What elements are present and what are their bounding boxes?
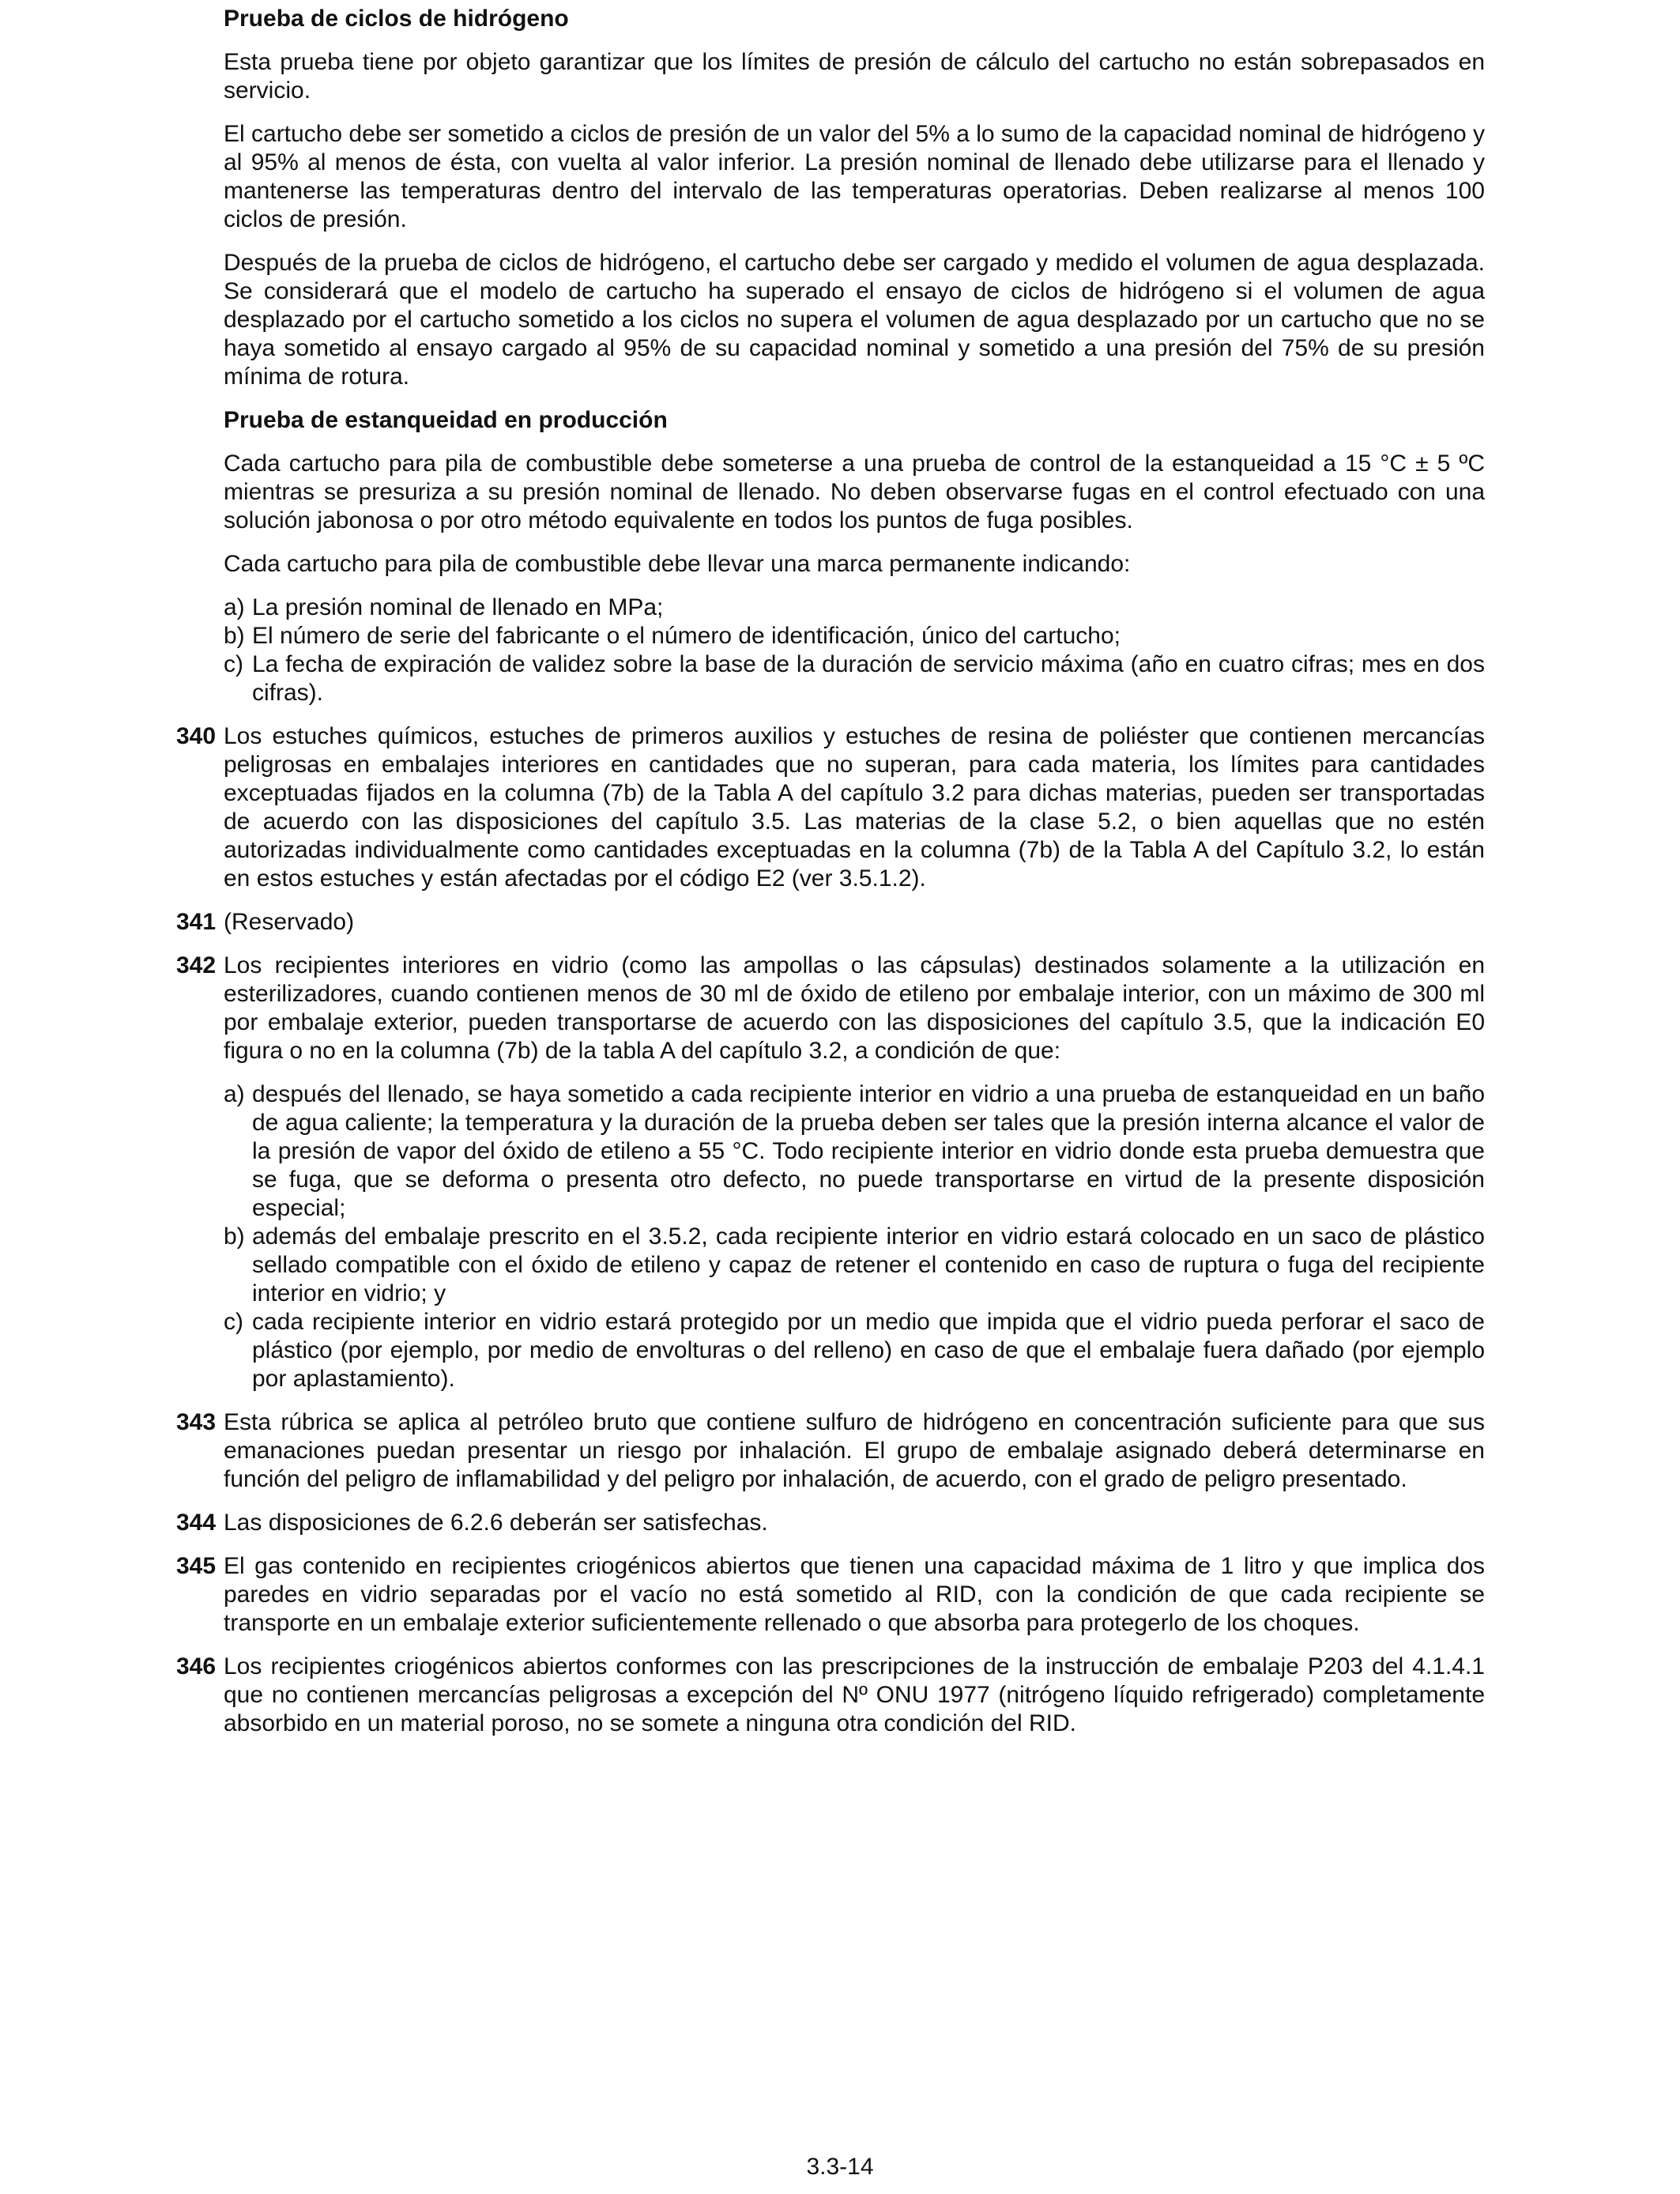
heading-hydrogen-cycling-test: Prueba de ciclos de hidrógeno xyxy=(224,6,569,32)
list-text: además del embalaje prescrito en el 3.5.2, cada recipiente interior en vidrio estará colocado en un saco de plástico sellado compatible con el óxido de etileno y capaz de retener el contenido en caso de ruptura o fuga del recipiente interior en vidrio; y xyxy=(252,1223,1485,1306)
list-item-a xyxy=(224,1080,1485,1223)
provision-body xyxy=(224,1408,1485,1494)
provision-344 xyxy=(176,1509,1485,1537)
provision-343 xyxy=(176,1408,1485,1494)
provision-number: 342 xyxy=(176,952,217,978)
provision-345 xyxy=(176,1552,1485,1638)
provision-342 xyxy=(176,952,1485,1393)
list-item-c xyxy=(224,650,1485,707)
body-paragraph: Esta prueba tiene por objeto garantizar que los límites de presión de cálculo del cartucho no están sobrepasados en servicio. xyxy=(224,49,1485,104)
body-paragraph: Cada cartucho para pila de combustible debe llevar una marca permanente indicando: xyxy=(224,551,1131,577)
body-paragraph: El cartucho debe ser sometido a ciclos de presión de un valor del 5% a lo sumo de la capacidad nominal de hidrógeno y al 95% al menos de ésta, con vuelta al valor inferior. La presión nominal de llenado debe utilizarse para el llenado y mantenerse las temperaturas dentro del intervalo de las temperaturas operatorias. Deben realizarse al menos 100 ciclos de presión. xyxy=(224,121,1485,232)
provision-text: El gas contenido en recipientes criogénicos abiertos que tienen una capacidad máxima de 1 litro y que implica dos paredes en vidrio separadas por el vacío no está sometido al RID, con la condición de que cada recipiente se transporte en un embalaje exterior suficientemente rellenado o que absorba para protegerlo de los choques. xyxy=(224,1553,1485,1636)
marking-requirements-list xyxy=(224,594,1485,707)
list-item-b xyxy=(224,622,1485,650)
provision-341 xyxy=(176,908,1485,937)
page-footer-number: 3.3-14 xyxy=(806,2154,874,2180)
provision-body xyxy=(224,908,1485,937)
provision-body xyxy=(224,1509,1485,1537)
list-text: después del llenado, se haya sometido a cada recipiente interior en vidrio a una prueba de estanqueidad en un baño de agua caliente; la temperatura y la duración de la prueba deben ser tales que la presión interna alcance el valor de la presión de vapor del óxido de etileno a 55 °C. Todo recipiente interior en vidrio donde esta prueba demuestra que se fuga, que se deforma o presenta otro defecto, no puede transportarse en virtud de la presente disposición especial; xyxy=(252,1081,1485,1221)
list-text: cada recipiente interior en vidrio estará protegido por un medio que impida que el vidrio pueda perforar el saco de plástico (por ejemplo, por medio de envolturas o del relleno) en caso de que el embalaje fuera dañado (por ejemplo por aplastamiento). xyxy=(252,1309,1485,1392)
provision-text: Los estuches químicos, estuches de primeros auxilios y estuches de resina de poliéster que contienen mercancías peligrosas en embalajes interiores en cantidades que no superan, para cada materia, los límites para cantidades exceptuadas fijados en la columna (7b) de la Tabla A del capítulo 3.2 para dichas materias, pueden ser transportadas de acuerdo con las disposiciones del capítulo 3.5. Las materias de la clase 5.2, o bien aquellas que no estén autorizadas individualmente como cantidades exceptuadas en la columna (7b) de la Tabla A del Capítulo 3.2, lo están en estos estuches y están afectadas por el código E2 (ver 3.5.1.2). xyxy=(224,723,1485,892)
list-letter: c) xyxy=(224,651,243,677)
heading-production-leak-test: Prueba de estanqueidad en producción xyxy=(224,407,668,433)
list-item-b xyxy=(224,1223,1485,1308)
provision-text: (Reservado) xyxy=(224,909,355,935)
list-text: La fecha de expiración de validez sobre la base de la duración de servicio máxima (año en cuatro cifras; mes en dos cifras). xyxy=(252,651,1485,706)
list-letter: a) xyxy=(224,594,245,620)
list-letter: a) xyxy=(224,1081,245,1107)
list-letter: c) xyxy=(224,1309,243,1335)
list-text: La presión nominal de llenado en MPa; xyxy=(252,594,664,620)
provision-342-conditions-list xyxy=(224,1080,1485,1393)
provision-346 xyxy=(176,1653,1485,1738)
provision-text: Las disposiciones de 6.2.6 deberán ser satisfechas. xyxy=(224,1510,768,1536)
provision-body xyxy=(224,952,1485,1393)
provision-number: 340 xyxy=(176,723,217,749)
provision-body xyxy=(224,1653,1485,1738)
list-text: El número de serie del fabricante o el número de identificación, único del cartucho; xyxy=(252,623,1121,649)
provision-number: 345 xyxy=(176,1553,217,1579)
provision-text: Los recipientes interiores en vidrio (como las ampollas o las cápsulas) destinados solamente a la utilización en esterilizadores, cuando contienen menos de 30 ml de óxido de etileno por embalaje interior, con un máximo de 300 ml por embalaje exterior, pueden transportarse de acuerdo con las disposiciones del capítulo 3.5, que la indicación E0 figura o no en la columna (7b) de la tabla A del capítulo 3.2, a condición de que: xyxy=(224,952,1485,1064)
provision-number: 341 xyxy=(176,909,217,935)
list-item-c xyxy=(224,1308,1485,1393)
list-letter: b) xyxy=(224,623,245,649)
provision-text: Esta rúbrica se aplica al petróleo bruto que contiene sulfuro de hidrógeno en concentración suficiente para que sus emanaciones puedan presentar un riesgo por inhalación. El grupo de embalaje asignado deberá determinarse en función del peligro de inflamabilidad y del peligro por inhalación, de acuerdo, con el grado de peligro presentado. xyxy=(224,1409,1485,1492)
list-item-a xyxy=(224,594,1485,622)
provision-body xyxy=(224,722,1485,893)
body-paragraph: Cada cartucho para pila de combustible debe someterse a una prueba de control de la estanqueidad a 15 °C ± 5 ºC mientras se presuriza a su presión nominal de llenado. No deben observarse fugas en el control efectuado con una solución jabonosa o por otro método equivalente en todos los puntos de fuga posibles. xyxy=(224,450,1485,533)
list-letter: b) xyxy=(224,1223,245,1250)
provision-body xyxy=(224,1552,1485,1638)
provision-number: 343 xyxy=(176,1409,217,1435)
provision-340 xyxy=(176,722,1485,893)
provision-number: 346 xyxy=(176,1653,217,1679)
page-content xyxy=(176,5,1485,1753)
body-paragraph: Después de la prueba de ciclos de hidrógeno, el cartucho debe ser cargado y medido el volumen de agua desplazada. Se considerará que el modelo de cartucho ha superado el ensayo de ciclos de hidrógeno si el volumen de agua desplazado por el cartucho sometido a los ciclos no supera el volumen de agua desplazado por un cartucho que no se haya sometido al ensayo cargado al 95% de su capacidad nominal y sometido a una presión del 75% de su presión mínima de rotura. xyxy=(224,250,1485,390)
provision-number: 344 xyxy=(176,1510,217,1536)
provision-text: Los recipientes criogénicos abiertos conformes con las prescripciones de la instrucción de embalaje P203 del 4.1.4.1 que no contienen mercancías peligrosas a excepción del Nº ONU 1977 (nitrógeno líquido refrigerado) completamente absorbido en un material poroso, no se somete a ninguna otra condición del RID. xyxy=(224,1653,1485,1736)
